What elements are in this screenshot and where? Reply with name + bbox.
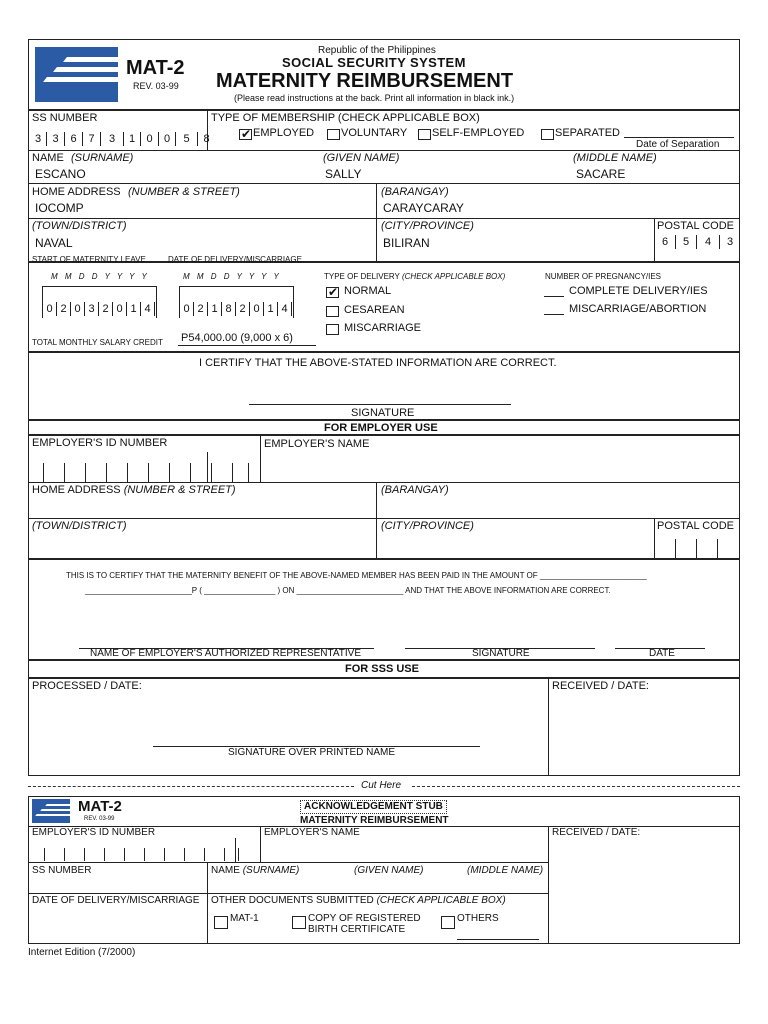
delivery-digit: 2 [194, 302, 208, 316]
leave-digit: 2 [99, 302, 113, 316]
delivery-digit: 8 [222, 302, 236, 316]
normal-label: NORMAL [344, 285, 392, 297]
sss-logo [35, 47, 118, 102]
delivery-digit: 2 [236, 302, 250, 316]
processed-date-label: PROCESSED / DATE: [32, 680, 142, 692]
ss-digit: 3 [101, 132, 124, 146]
stub-ss-number-label: SS NUMBER [32, 865, 92, 876]
employer-home-address: HOME ADDRESS [32, 484, 121, 496]
leave-digit: 2 [57, 302, 71, 316]
stub-mat1-checkbox[interactable] [214, 916, 228, 929]
employer-city-label: (CITY/PROVINCE) [381, 520, 474, 532]
employer-address-label [32, 485, 236, 496]
stub-name-label [211, 866, 299, 876]
received-date-label: RECEIVED / DATE: [552, 680, 649, 692]
stub-employer-id-label: EMPLOYER'S ID NUMBER [32, 827, 156, 838]
stub-form-code: MAT-2 [78, 798, 122, 815]
employer-id-field[interactable] [43, 463, 249, 482]
member-signature-line[interactable] [249, 404, 511, 405]
barangay-value[interactable]: CARAYCARAY [383, 201, 464, 215]
form-revision: REV. 03-99 [133, 81, 179, 91]
stub-birth-cert-label-1: COPY OF REGISTERED [308, 913, 421, 924]
employer-town-label: (TOWN/DISTRICT) [32, 520, 127, 532]
employer-signature-label: SIGNATURE [472, 648, 530, 659]
form-title: MATERNITY REIMBURSEMENT [216, 70, 514, 92]
delivery-date-label: DATE OF DELIVERY/MISCARRIAGE [168, 255, 302, 264]
leave-digit: 0 [71, 302, 85, 316]
stub-mat1-label: MAT-1 [230, 913, 259, 924]
ss-digit: 0 [159, 132, 176, 146]
stub-check-applicable: (CHECK APPLICABLE BOX) [376, 895, 506, 906]
middle-name-label: (MIDDLE NAME) [573, 152, 657, 164]
certification-text: I CERTIFY THAT THE ABOVE-STATED INFORMATION ARE CORRECT. [199, 357, 557, 369]
ss-digit: 5 [176, 132, 198, 146]
ss-digit: 6 [65, 132, 83, 146]
surname-label: (SURNAME) [71, 152, 134, 164]
postal-code-field[interactable] [655, 235, 740, 249]
employer-section-title: FOR EMPLOYER USE [324, 422, 438, 434]
voluntary-checkbox[interactable] [327, 129, 340, 140]
delivery-type-text: TYPE OF DELIVERY [324, 272, 400, 281]
membership-label: TYPE OF MEMBERSHIP (CHECK APPLICABLE BOX) [211, 112, 480, 124]
stub-given-name-label: (GIVEN NAME) [354, 865, 424, 876]
ss-digit: 3 [47, 132, 65, 146]
self-employed-label: SELF-EMPLOYED [432, 127, 525, 139]
salary-credit-label: TOTAL MONTHLY SALARY CREDIT [32, 338, 163, 347]
leave-date-format: M M D D Y Y Y Y [51, 272, 150, 281]
leave-start-field[interactable] [42, 302, 155, 316]
barangay-label: (BARANGAY) [381, 186, 449, 198]
sss-signature-label: SIGNATURE OVER PRINTED NAME [228, 747, 396, 758]
stub-surname-label: (SURNAME) [242, 865, 300, 876]
cut-line-right [412, 786, 740, 787]
miscarriage-checkbox[interactable] [326, 324, 339, 335]
payment-cert-line2: ________________________P ( ________________ ) ON ________________________ AND THAT THE ABOVE INFORMATION ARE CORRECT. [85, 586, 611, 595]
form-code: MAT-2 [126, 57, 185, 79]
separated-checkbox[interactable] [541, 129, 554, 140]
ss-number-field[interactable] [30, 132, 215, 146]
sss-section-title: FOR SSS USE [345, 663, 419, 675]
ss-digit: 7 [83, 132, 101, 146]
salary-credit-value[interactable]: P54,000.00 (9,000 x 6) [181, 332, 293, 344]
town-label: (TOWN/DISTRICT) [32, 220, 127, 232]
employer-id-label: EMPLOYER'S ID NUMBER [32, 437, 168, 449]
stub-middle-name-label: (MIDDLE NAME) [467, 865, 544, 876]
delivery-digit: 1 [208, 302, 222, 316]
separation-date-line[interactable] [624, 137, 734, 138]
leave-digit: 3 [85, 302, 99, 316]
employer-barangay-label: (BARANGAY) [381, 484, 449, 496]
agency-name: SOCIAL SECURITY SYSTEM [282, 55, 466, 70]
street-value[interactable]: IOCOMP [35, 201, 84, 215]
postal-digit: 5 [676, 235, 697, 249]
representative-name-label: NAME OF EMPLOYER'S AUTHORIZED REPRESENTATIVE [90, 648, 362, 659]
employer-street-label: (NUMBER & STREET) [123, 484, 236, 496]
cesarean-label: CESAREAN [344, 304, 405, 316]
normal-checkbox[interactable] [326, 287, 339, 298]
cesarean-checkbox[interactable] [326, 306, 339, 317]
stub-name-text: NAME [211, 865, 240, 876]
employer-name-label: EMPLOYER'S NAME [264, 438, 370, 450]
ss-digit: 1 [124, 132, 141, 146]
stub-birth-cert-label-2: BIRTH CERTIFICATE [308, 924, 406, 935]
employed-checkbox[interactable] [239, 129, 252, 140]
employer-postal-label: POSTAL CODE [657, 520, 735, 532]
sss-section [28, 678, 740, 776]
given-name-value[interactable]: SALLY [325, 167, 362, 181]
stub-delivery-date-label: DATE OF DELIVERY/MISCARRIAGE [32, 895, 200, 906]
delivery-digit: 0 [250, 302, 264, 316]
city-value[interactable]: BILIRAN [383, 236, 430, 250]
postal-digit: 4 [697, 235, 720, 249]
employer-date-label: DATE [649, 648, 675, 659]
delivery-type-label [324, 273, 505, 281]
voluntary-label: VOLUNTARY [341, 127, 408, 139]
ss-number-label: SS NUMBER [32, 112, 98, 124]
stub-form-title: MATERNITY REIMBURSEMENT [300, 815, 449, 826]
name-label: NAME [32, 152, 64, 164]
complete-delivery-label: COMPLETE DELIVERY/IES [569, 285, 708, 297]
miscarriage-label: MISCARRIAGE [344, 322, 422, 334]
surname-value[interactable]: ESCANO [35, 167, 86, 181]
stub-other-docs-text: OTHER DOCUMENTS SUBMITTED [211, 895, 374, 906]
payment-cert-line1: THIS IS TO CERTIFY THAT THE MATERNITY BENEFIT OF THE ABOVE-NAMED MEMBER HAS BEEN PAID IN THE AMOUNT OF ________________________ [66, 571, 647, 580]
cut-line-left [28, 786, 354, 787]
member-signature-label: SIGNATURE [351, 407, 415, 419]
leave-digit: 0 [113, 302, 127, 316]
stub-other-docs-label [211, 896, 506, 906]
republic-text: Republic of the Philippines [318, 45, 436, 56]
stub-others-checkbox[interactable] [441, 916, 455, 929]
cut-here-label: Cut Here [361, 780, 402, 791]
employed-label: EMPLOYED [253, 127, 315, 139]
stub-others-label: OTHERS [457, 913, 499, 924]
town-value[interactable]: NAVAL [35, 236, 73, 250]
stub-employer-id-field[interactable] [44, 848, 239, 861]
complete-delivery-count[interactable] [544, 296, 564, 297]
given-name-label: (GIVEN NAME) [323, 152, 400, 164]
stub-others-line[interactable] [457, 939, 539, 940]
leave-digit: 1 [127, 302, 141, 316]
ss-digit: 3 [30, 132, 47, 146]
leave-digit: 4 [144, 303, 151, 315]
stub-birth-cert-checkbox[interactable] [292, 916, 306, 929]
postal-digit: 6 [655, 235, 676, 249]
postal-code-label: POSTAL CODE [657, 220, 735, 232]
internet-edition-footer: Internet Edition (7/2000) [28, 947, 136, 958]
stub-sss-logo [32, 799, 70, 823]
acknowledgement-stub-title: ACKNOWLEDGEMENT STUB [300, 800, 447, 814]
leave-digit: 0 [43, 302, 57, 316]
leave-start-label: START OF MATERNITY LEAVE [32, 255, 146, 264]
ss-digit: 8 [203, 133, 210, 145]
instructions: (Please read instructions at the back. Print all information in black ink.) [234, 93, 515, 103]
delivery-digit: 0 [180, 302, 194, 316]
delivery-date-format: M M D D Y Y Y Y [183, 272, 282, 281]
stub-received-date-label: RECEIVED / DATE: [552, 827, 641, 838]
city-label: (CITY/PROVINCE) [381, 220, 474, 232]
separated-label: SEPARATED [555, 127, 620, 139]
employer-postal-field[interactable] [675, 539, 718, 558]
pregnancy-count-label: NUMBER OF PREGNANCY/IES [545, 272, 662, 281]
ss-digit: 0 [141, 132, 159, 146]
miscarriage-abortion-label: MISCARRIAGE/ABORTION [569, 303, 707, 315]
street-label: (NUMBER & STREET) [128, 186, 240, 198]
stub-employer-name-label: EMPLOYER'S NAME [264, 827, 360, 838]
miscarriage-count[interactable] [544, 314, 564, 315]
home-address-label: HOME ADDRESS [32, 186, 121, 198]
delivery-digit: 1 [264, 302, 278, 316]
self-employed-checkbox[interactable] [418, 129, 431, 140]
employer-section [28, 435, 740, 559]
delivery-digit: 4 [281, 303, 288, 315]
stub-revision: REV. 03-99 [84, 816, 115, 822]
postal-digit: 3 [726, 236, 734, 248]
date-of-separation-label: Date of Separation [636, 139, 720, 150]
check-applicable-note: (CHECK APPLICABLE BOX) [401, 272, 506, 281]
delivery-date-field[interactable] [179, 302, 292, 316]
middle-name-value[interactable]: SACARE [576, 167, 626, 181]
